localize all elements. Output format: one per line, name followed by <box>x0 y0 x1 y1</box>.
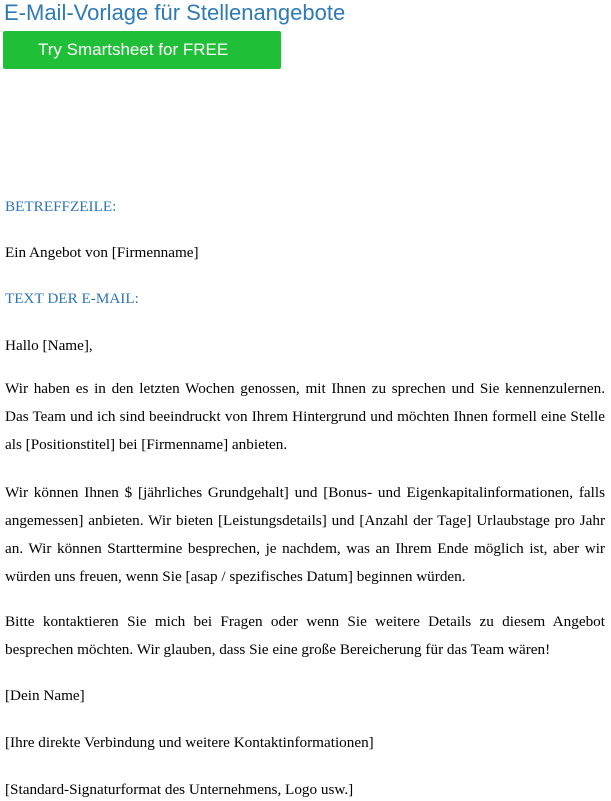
signature-name: [Dein Name] <box>5 687 85 704</box>
greeting: Hallo [Name], <box>5 337 93 354</box>
signature-contact: [Ihre direkte Verbindung und weitere Kontaktinformationen] <box>5 734 374 751</box>
try-smartsheet-button[interactable]: Try Smartsheet for FREE <box>3 31 281 69</box>
body-paragraph-3: Bitte kontaktieren Sie mich bei Fragen oder wenn Sie weitere Details zu diesem Angebot besprechen möchten. Wir glauben, dass Sie eine große Bereicherung für das Team wären! <box>5 613 605 658</box>
email-body-label: TEXT DER E-MAIL: <box>5 290 139 307</box>
page-title: E-Mail-Vorlage für Stellenangebote <box>4 0 346 25</box>
subject-line-text: Ein Angebot von [Firmenname] <box>5 244 199 261</box>
body-paragraph-2: Wir können Ihnen $ [jährliches Grundgehalt] und [Bonus- und Eigenkapitalinformationen, falls angemessen] anbieten. Wir bieten [Leistungsdetails] und [Anzahl der Tage] Urlaubstage pro Jahr an. Wir können Starttermine besprechen, je nachdem, was an Ihrem Ende möglich ist, aber wir würden uns freuen, wenn Sie [asap / spezifisches Datum] beginnen würden. <box>5 484 605 585</box>
subject-line-label: BETREFFZEILE: <box>5 198 117 215</box>
body-paragraph-1: Wir haben es in den letzten Wochen genossen, mit Ihnen zu sprechen und Sie kennenzulernen. Das Team und ich sind beeindruckt von Ihrem Hintergrund und möchten Ihnen formell eine Stelle als [Positionstitel] bei [Firmenname] anbieten. <box>5 380 605 453</box>
signature-format: [Standard-Signaturformat des Unternehmens, Logo usw.] <box>5 781 354 798</box>
